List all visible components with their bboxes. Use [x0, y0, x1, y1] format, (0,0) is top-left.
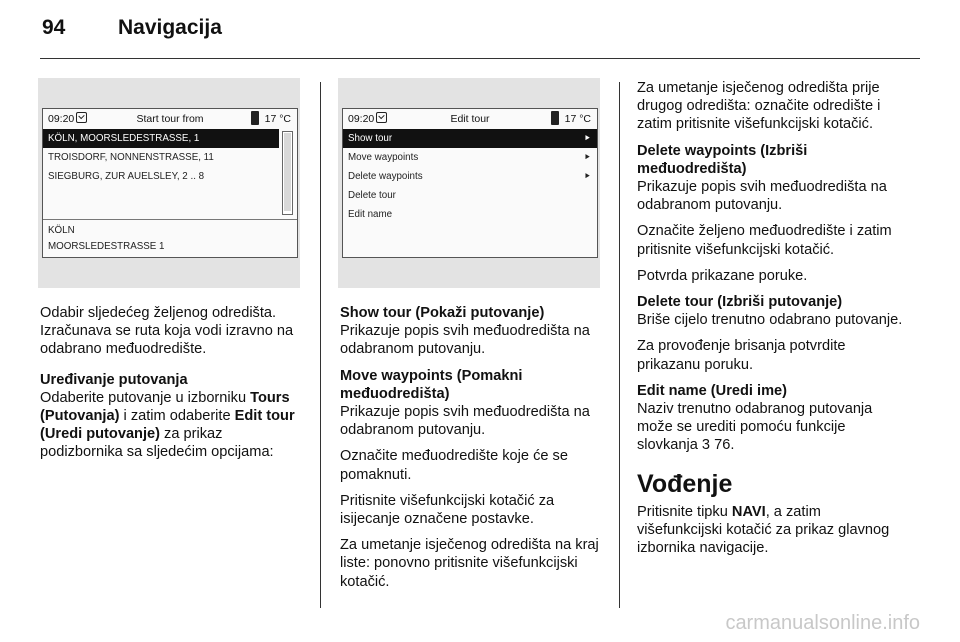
chevron-right-icon: ⯈ — [583, 171, 591, 181]
menu-item-label: Show tour — [348, 133, 393, 144]
paragraph: Za provođenje brisanja potvrdite prikazanu poruku. — [637, 338, 846, 373]
display-screen — [342, 108, 598, 258]
column-divider-1 — [320, 82, 321, 608]
menu-reference: Tours (Putovanja) — [40, 389, 290, 425]
screenshot-edit-tour — [338, 78, 600, 288]
screen-title: Start tour from — [136, 113, 204, 125]
paragraph: Odabir sljedećeg željenog odredišta. Izračunava se ruta koja vodi izravno na odabrano međuodredište. — [40, 305, 294, 358]
menu-item-delete-waypoints — [343, 167, 597, 186]
paragraph: Pritisnite višefunkcijski kotačić za isijecanje označene postavke. — [340, 492, 555, 528]
text-run: Pritisnite tipku — [637, 503, 732, 520]
list-item: KÖLN, MOORSLEDESTRASSE, 1 — [43, 129, 279, 148]
watermark: carmanualsonline.info — [725, 612, 920, 634]
section-heading: Move waypoints (Pomakni međuodredišta) — [340, 367, 523, 402]
chevron-right-icon: ⯈ — [583, 133, 591, 143]
text-run: za prikaz podizbornika sa sljedećim opcijama: — [40, 426, 274, 461]
menu-item-show-tour — [343, 129, 597, 148]
detail-line: MOORSLEDESTRASSE 1 — [48, 241, 165, 252]
temperature: 17 °C — [264, 113, 291, 125]
address-detail — [43, 223, 297, 255]
screen-title: Edit tour — [450, 113, 490, 125]
section-heading: Edit name (Uredi ime) — [637, 382, 788, 399]
display-screen — [42, 108, 298, 258]
text-run: i zatim odaberite — [119, 408, 235, 425]
page-header — [42, 16, 222, 40]
section-heading: Show tour (Pokaži putovanje) — [340, 305, 545, 321]
paragraph: Briše cijelo trenutno odabrano putovanje. — [637, 312, 903, 329]
paragraph: Prikazuje popis svih međuodredišta na odabranom putovanju. — [340, 404, 590, 439]
column-1 — [40, 304, 308, 470]
menu-item-label: Move waypoints — [348, 152, 419, 163]
menu-item-edit-name: Edit name — [348, 209, 393, 220]
checkbox-icon — [76, 112, 87, 123]
status-bar — [43, 109, 297, 129]
paragraph: Prikazuje popis svih međuodredišta na odabranom putovanju. — [340, 323, 590, 358]
page-reference: 76. — [710, 437, 735, 454]
page-reference-icon: 3 — [701, 437, 711, 454]
column-2 — [340, 304, 608, 599]
clock-time: 09:20 — [48, 113, 75, 125]
section-title: Vođenje — [637, 469, 733, 498]
button-reference: NAVI — [731, 503, 766, 520]
scrollbar-thumb — [284, 133, 291, 211]
thermometer-icon — [251, 111, 259, 125]
menu-item-delete-tour: Delete tour — [348, 190, 396, 201]
checkbox-icon — [376, 112, 387, 123]
section-heading: Uređivanje putovanja — [40, 371, 188, 388]
text-run: , a zatim višefunkcijski kotačić za prikaz glavnog izbornika navigacije. — [637, 503, 890, 557]
paragraph — [637, 400, 909, 455]
paragraph: Označite međuodredište koje će se pomaknuti. — [340, 448, 568, 483]
column-divider-2 — [619, 82, 620, 608]
column-3 — [637, 79, 909, 565]
paragraph — [637, 503, 909, 558]
paragraph: Označite željeno međuodredište i zatim pritisnite višefunkcijski kotačić. — [637, 223, 892, 258]
list-item: TROISDORF, NONNENSTRASSE, 11 — [48, 152, 214, 163]
status-bar — [343, 109, 597, 129]
paragraph: Potvrda prikazane poruke. — [637, 267, 808, 284]
screen-separator — [43, 219, 297, 220]
menu-reference: Edit tour (Uredi putovanje) — [40, 408, 295, 443]
paragraph — [40, 389, 308, 462]
menu-item-move-waypoints — [343, 148, 597, 167]
paragraph: Prikazuje popis svih međuodredišta na odabranom putovanju. — [637, 179, 887, 214]
text-run: Odaberite putovanje u izborniku — [40, 389, 251, 406]
scrollbar — [282, 131, 293, 215]
temperature: 17 °C — [564, 113, 591, 125]
page-number: 94 — [42, 16, 66, 39]
paragraph: Za umetanje isječenog odredišta prije drugog odredišta: označite odredište i zatim pritisnite višefunkcijski kotačić. — [637, 80, 881, 133]
menu-item-label: Delete waypoints — [348, 171, 423, 182]
screenshot-start-tour — [38, 78, 300, 288]
section-heading: Delete waypoints (Izbriši međuodredišta) — [637, 142, 808, 177]
detail-line: KÖLN — [48, 225, 75, 236]
thermometer-icon — [551, 111, 559, 125]
header-rule — [40, 58, 920, 59]
list-item: SIEGBURG, ZUR AUELSLEY, 2 .. 8 — [48, 171, 205, 182]
text-run: Naziv trenutno odabranog putovanja može se urediti pomoću funkcije slovkanja — [637, 401, 873, 454]
page-title: Navigacija — [118, 16, 222, 39]
clock-time: 09:20 — [348, 113, 375, 125]
paragraph: Za umetanje isječenog odredišta na kraj liste: ponovno pritisnite višefunkcijski kotačić. — [340, 537, 599, 590]
chevron-right-icon: ⯈ — [583, 152, 591, 162]
section-heading: Delete tour (Izbriši putovanje) — [637, 294, 843, 311]
